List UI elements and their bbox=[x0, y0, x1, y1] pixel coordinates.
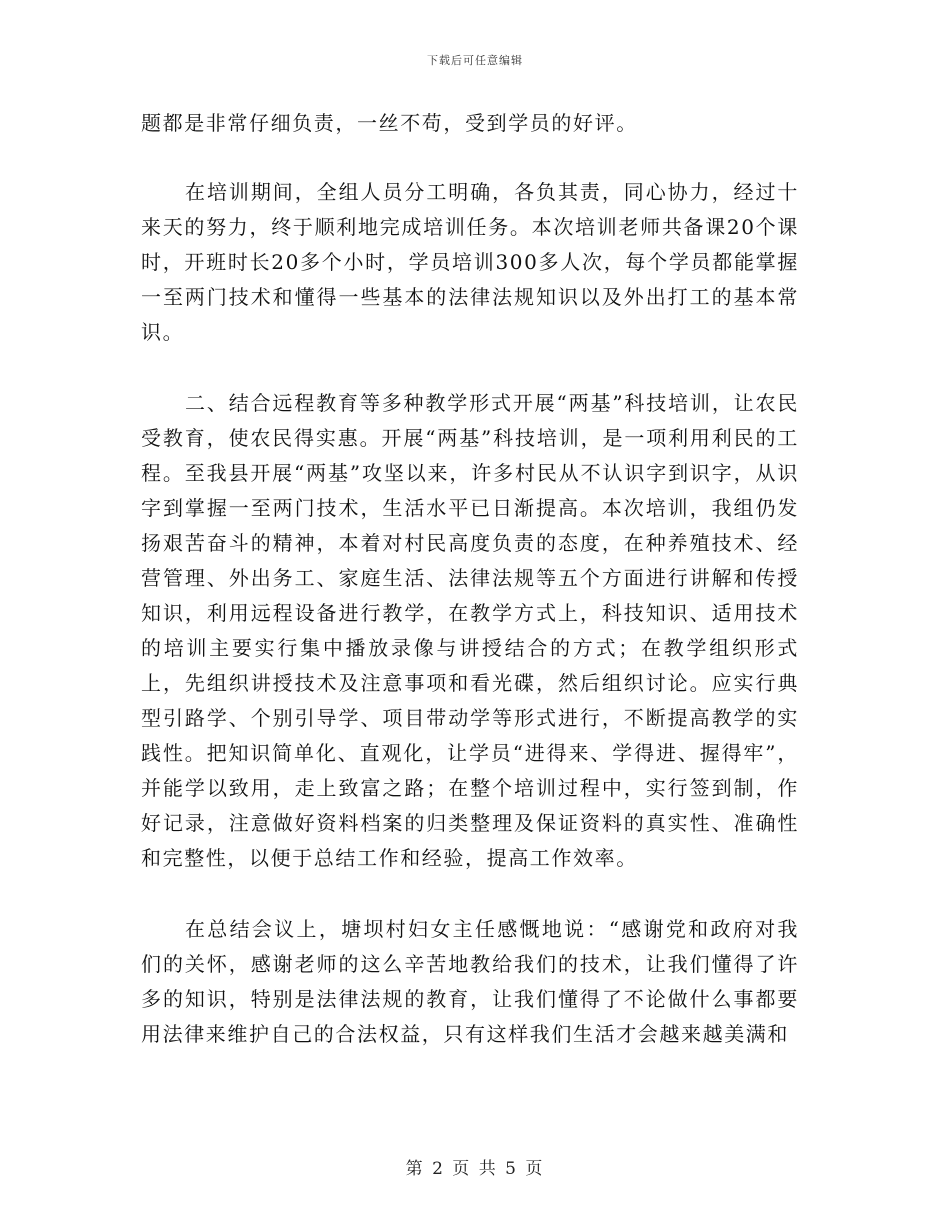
paragraph-training-period: 在培训期间，全组人员分工明确，各负其责，同心协力，经过十来天的努力，终于顺利地完成培训任务。本次培训老师共备课20个课时，开班时长20多个小时，学员培训300多人次，每个学员都能掌握一至两门技术和懂得一些基本的法律法规知识以及外出打工的基本常识。 bbox=[141, 180, 799, 344]
paragraph-continuation: 题都是非常仔细负责，一丝不苟，受到学员的好评。 bbox=[141, 111, 638, 135]
paragraph-section-two: 二、结合远程教育等多种教学形式开展“两基”科技培训，让农民受教育，使农民得实惠。开展“两基”科技培训，是一项利用利民的工程。至我县开展“两基”攻坚以来，许多村民从不认识字到识字，从识字到掌握一至两门技术，生活水平已日渐提高。本次培训，我组仍发扬艰苦奋斗的精神，本着对村民高度负责的态度，在种养殖技术、经营管理、外出务工、家庭生活、法律法规等五个方面进行讲解和传授知识，利用远程设备进行教学，在教学方式上，科技知识、适用技术的培训主要实行集中播放录像与讲授结合的方式；在教学组织形式上，先组织讲授技术及注意事项和看光碟，然后组织讨论。应实行典型引路学、个别引导学、项目带动学等形式进行，不断提高教学的实践性。把知识简单化、直观化，让学员“进得来、学得进、握得牢”，并能学以致用，走上致富之路；在整个培训过程中，实行签到制，作好记录，注意做好资料档案的归类整理及保证资料的真实性、准确性和完整性，以便于总结工作和经验，提高工作效率。 bbox=[141, 391, 799, 870]
document-body bbox=[141, 106, 799, 1052]
paragraph-summary-meeting: 在总结会议上，塘坝村妇女主任感慨地说：“感谢党和政府对我们的关怀，感谢老师的这么辛苦地教给我们的技术，让我们懂得了许多的知识，特别是法律法规的教育，让我们懂得了不论做什么事都要用法律来维护自己的合法权益，只有这样我们生活才会越来越美满和 bbox=[141, 917, 799, 1046]
page-number-footer: 第 2 页 共 5 页 bbox=[405, 1159, 545, 1179]
page-header-note: 下载后可任意编辑 bbox=[427, 54, 523, 67]
